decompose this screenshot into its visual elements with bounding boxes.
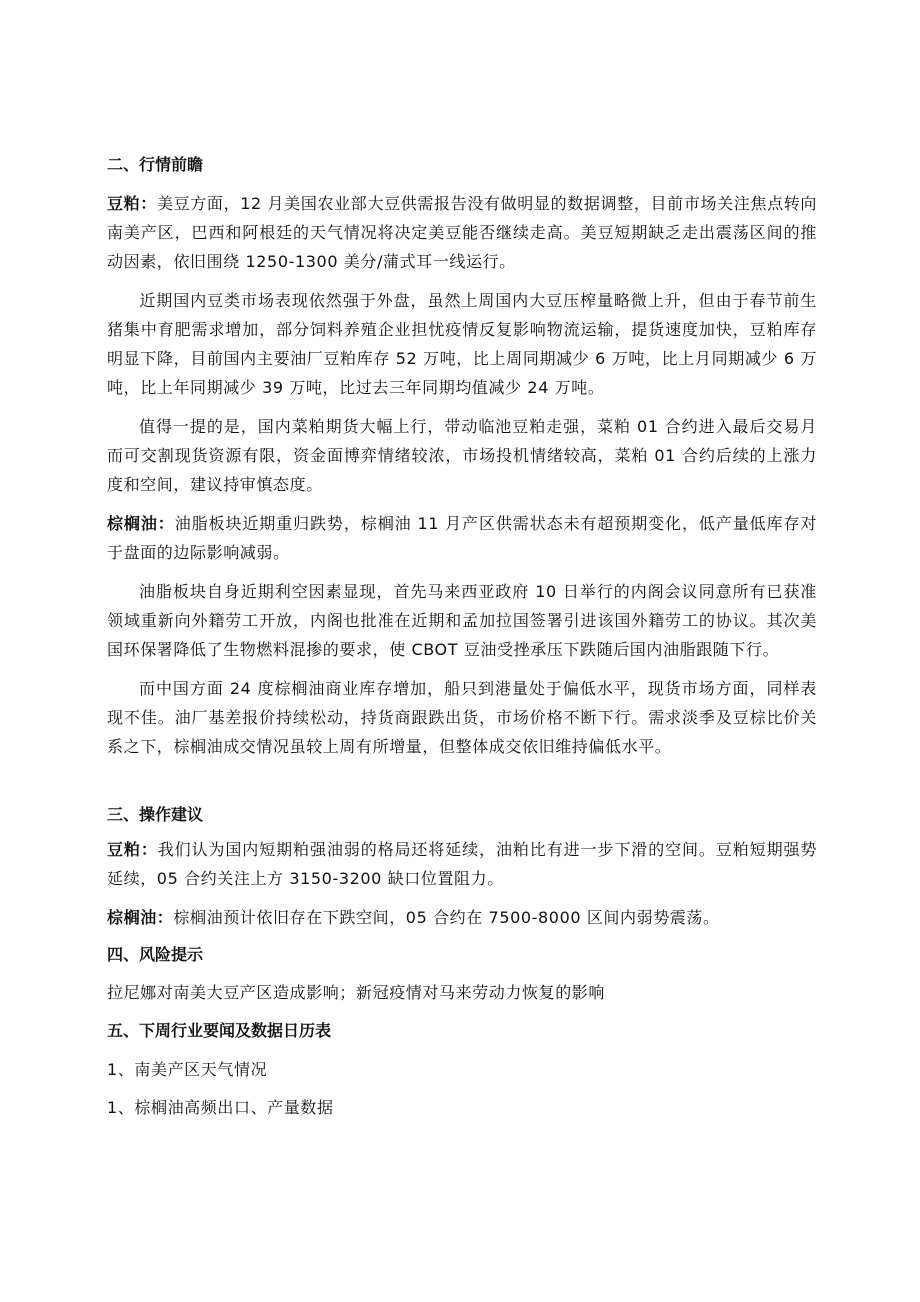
section-5-heading: 五、下周行业要闻及数据日历表 — [107, 1021, 332, 1040]
oil-sector-paragraph — [107, 577, 817, 664]
calendar-item-2: 1、棕榈油高频出口、产量数据 — [107, 1098, 334, 1117]
rapeseed-paragraph — [107, 412, 817, 499]
section-2-soy-paragraph — [107, 189, 817, 276]
domestic-soy-text: 近期国内豆类市场表现依然强于外盘，虽然上周国内大豆压榨量略微上升，但由于春节前生猪集中育肥需求增加，部分饲料养殖企业担忧疫情反复影响物流运输，提货速度加快，豆粕库存明显下降，目前国内主要油厂豆粕库存 52 万吨，比上周同期减少 6 万吨，比上月同期减少 6 万吨，比上年同期减少 39 万吨，比过去三年同期均值减少 24 万吨。 — [107, 291, 817, 397]
document-content — [107, 150, 817, 1122]
soy-outlook-text: 美豆方面，12 月美国农业部大豆供需报告没有做明显的数据调整，目前市场关注焦点转向南美产区，巴西和阿根廷的天气情况将决定美豆能否继续走高。美豆短期缺乏走出震荡区间的推动因素，依旧围绕 1250-1300 美分/蒲式耳一线运行。 — [107, 194, 817, 271]
calendar-item-1: 1、南美产区天气情况 — [107, 1060, 268, 1079]
section-2-heading: 二、行情前瞻 — [107, 155, 204, 174]
soy-advice-lead-label: 豆粕： — [107, 840, 158, 859]
palm-lead-label: 棕榈油： — [107, 514, 175, 533]
palm-advice-text: 棕榈油预计依旧存在下跌空间，05 合约在 7500-8000 区间内弱势震荡。 — [173, 908, 720, 927]
domestic-soy-paragraph — [107, 286, 817, 402]
palm-advice-lead-label: 棕榈油： — [107, 908, 174, 927]
section-4-heading: 四、风险提示 — [107, 945, 204, 964]
section-2-palm-paragraph — [107, 509, 817, 567]
section-3-palm-paragraph — [107, 903, 817, 932]
section-3-heading: 三、操作建议 — [107, 805, 204, 824]
soy-lead-label: 豆粕： — [107, 194, 157, 213]
palm-outlook-text: 油脂板块近期重归跌势，棕榈油 11 月产区供需状态未有超预期变化，低产量低库存对于盘面的边际影响减弱。 — [107, 514, 817, 562]
rapeseed-text: 值得一提的是，国内菜粕期货大幅上行，带动临池豆粕走强，菜粕 01 合约进入最后交易月而可交割现货资源有限，资金面博弈情绪较浓，市场投机情绪较高，菜粕 01 合约后续的上涨力度和空间，建议持审慎态度。 — [107, 417, 817, 494]
oil-sector-text: 油脂板块自身近期利空因素显现，首先马来西亚政府 10 日举行的内阁会议同意所有已获准领域重新向外籍劳工开放，内阁也批准在近期和孟加拉国签署引进该国外籍劳工的协议。其次美国环保署降低了生物燃料混掺的要求，使 CBOT 豆油受挫承压下跌随后国内油脂跟随下行。 — [107, 582, 817, 659]
section-3-soy-paragraph — [107, 835, 817, 893]
soy-advice-text: 我们认为国内短期粕强油弱的格局还将延续，油粕比有进一步下滑的空间。豆粕短期强势延续，05 合约关注上方 3150-3200 缺口位置阻力。 — [107, 840, 817, 888]
china-palm-paragraph — [107, 674, 817, 761]
china-palm-text: 而中国方面 24 度棕榈油商业库存增加，船只到港量处于偏低水平，现货市场方面，同样表现不佳。油厂基差报价持续松动，持货商跟跌出货，市场价格不断下行。需求淡季及豆棕比价关系之下，棕榈油成交情况虽较上周有所增量，但整体成交依旧维持偏低水平。 — [107, 679, 817, 756]
risk-text: 拉尼娜对南美大豆产区造成影响；新冠疫情对马来劳动力恢复的影响 — [107, 983, 606, 1002]
